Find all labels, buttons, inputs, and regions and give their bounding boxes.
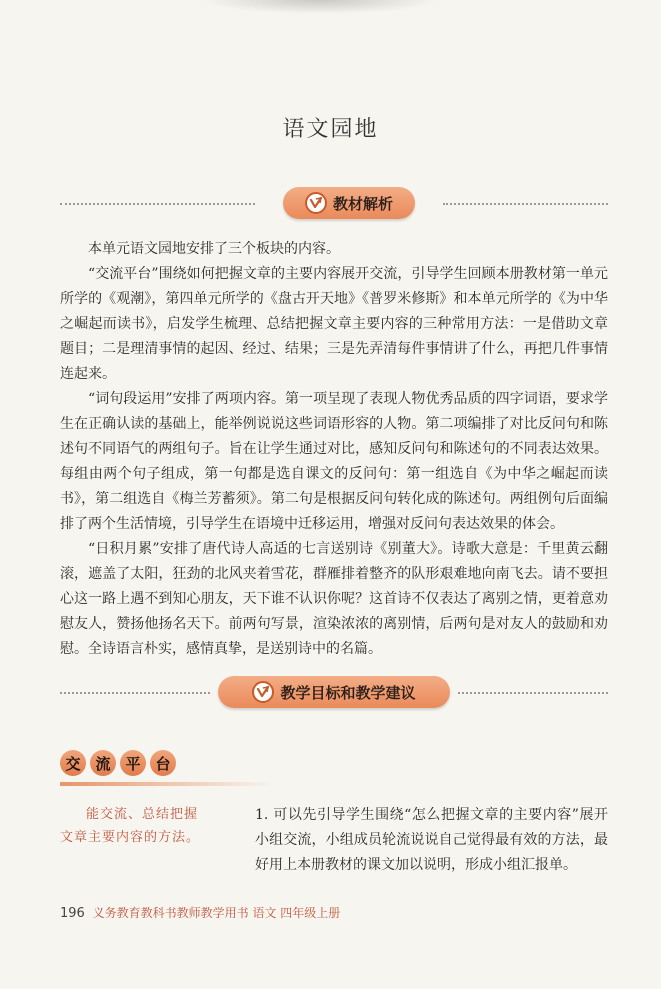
suggestion-item: 1. 可以先引导学生围绕“怎么把握文章的主要内容”展开小组交流，小组成员轮流说说自己觉得最有效的方法，最好用上本册教材的课文加以说明，形成小组汇报单。	[255, 807, 608, 873]
section-pill-analysis	[283, 187, 415, 219]
heading-char: 平	[120, 750, 146, 776]
check-arrow-icon	[305, 192, 327, 214]
paragraph: “交流平台”围绕如何把握文章的主要内容展开交流，引导学生回顾本册教材第一单元所学的《观潮》，第四单元所学的《盘古开天地》《普罗米修斯》和本单元所学的《为中华之崛起而读书》，启发学生梳理、总结把握文章主要内容的三种常用方法：一是借助文章题目；二是理清事情的起因、经过、结果；三是先弄清每件事情讲了什么，再把几件事情连起来。	[60, 266, 608, 382]
heading-char: 交	[60, 750, 86, 776]
section-pill-label: 教材解析	[332, 194, 393, 213]
heading-char: 台	[150, 750, 176, 776]
dotted-divider-right	[458, 692, 608, 694]
subsection-heading	[60, 750, 275, 790]
page-number: 196	[60, 906, 85, 921]
paragraph: “词句段运用”安排了两项内容。第一项呈现了表现人物优秀品质的四字词语，要求学生在正确认读的基础上，能举例说说这些词语形容的人物。第二项编排了对比反问句和陈述句不同语气的两组句子。旨在让学生通过对比，感知反问句和陈述句的不同表达效果。每组由两个句子组成，第一句都是选自课文的反问句：第一组选自《为中华之崛起而读书》，第二组选自《梅兰芳蓄须》。第二句是根据反问句转化成的陈述句。两组例句后面编排了两个生活情境，引导学生在语境中迁移运用，增强对反问句表达效果的体会。	[60, 391, 608, 532]
section-pill-label: 教学目标和教学建议	[280, 683, 416, 702]
margin-note: 能交流、总结把握文章主要内容的方法。	[60, 807, 201, 845]
section-header-goals	[60, 676, 608, 710]
heading-underline	[60, 782, 275, 786]
section-header-analysis	[60, 187, 608, 221]
scan-shadow	[200, 0, 440, 14]
check-arrow-icon	[252, 681, 274, 703]
book-title: 义务教育教科书教师教学用书 语文 四年级上册	[92, 906, 341, 920]
dotted-divider-left	[60, 203, 255, 205]
page-footer	[60, 904, 340, 921]
page-title: 语文园地	[282, 117, 379, 142]
analysis-body	[60, 237, 608, 662]
paragraph: “日积月累”安排了唐代诗人高适的七言送别诗《别董大》。诗歌大意是：千里黄云翻滚，遮盖了太阳，狂劲的北风夹着雪花，群雁排着整齐的队形艰难地向南飞去。请不要担心这一路上遇不到知心朋友，天下谁不认识你呢？这首诗不仅表达了离别之情，更着意劝慰友人，赞扬他扬名天下。前两句写景，渲染浓浓的离别情，后两句是对友人的鼓励和劝慰。全诗语言朴实，感情真挚，是送别诗中的名篇。	[60, 541, 608, 657]
dotted-divider-right	[443, 203, 608, 205]
heading-char: 流	[90, 750, 116, 776]
section-pill-goals	[218, 676, 450, 708]
dotted-divider-left	[60, 692, 210, 694]
paragraph: 本单元语文园地安排了三个板块的内容。	[88, 241, 340, 257]
